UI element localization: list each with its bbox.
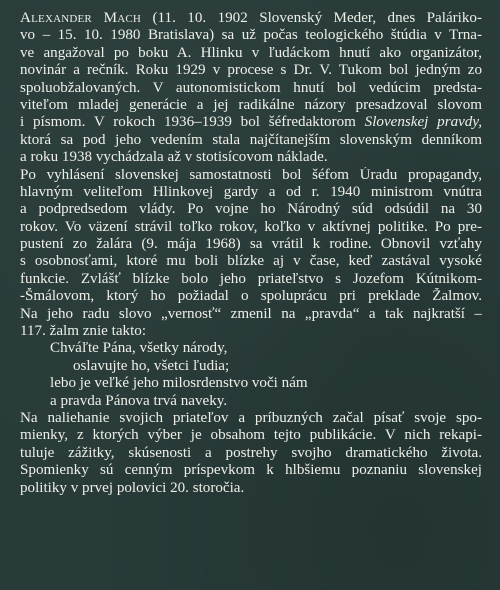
psalm-line: lebo je veľké jeho milosrdenstvo voči nám [50,375,308,392]
text-line: a roku 1938 vychádzala až v stotisícovom náklade. [20,149,328,166]
text-line: spoluobžalovaných. V autonomistickom hnutí bol vedúcim predsta- [20,79,482,96]
text-line: vo – 15. 10. 1980 Bratislava) sa už počas teologického štúdia v Trna- [20,27,482,44]
text-line: s osobnosťami, ktoré mu boli blízke aj v čase, keď zastával vysoké [20,253,482,270]
text-line: pustení zo žalára (9. mája 1968) sa vrátil k rodine. Obnovil vzťahy [20,236,482,253]
psalm-117-quote [20,340,482,410]
psalm-line: Chváľte Pána, všetky národy, [50,340,228,357]
text-line: politiky v prvej polovici 20. storočia. [20,479,245,496]
author-name: Alexander Mach [20,10,142,26]
paragraph-career [20,167,482,341]
text-line: hlavným veliteľom Hlinkovej gardy a od r. 1940 ministrom vnútra [20,183,482,200]
text-line: Na jeho radu slovo „vernosť“ zmenil na „pravda“ a tak najkratší – [20,305,482,322]
text-line: Na naliehanie svojich priateľov a príbuzných začal písať svoje spo- [20,409,482,426]
text-line: Po vyhlásení slovenskej samostatnosti bol šéfom Úradu propagandy, [20,166,482,183]
text-line: tuluje zážitky, skúsenosti a postrehy svojho dramatického života. [20,444,482,461]
paragraph-intro [20,10,482,167]
text-line: i písmom. V rokoch 1936–1939 bol šéfredaktorom Slovenskej pravdy, [20,114,482,131]
text-line: Spomienky sú cenným príspevkom k hlbšiemu poznaniu slovenskej [20,462,482,479]
text-line: -Šmálovom, ktorý ho požiadal o spoluprácu pri preklade Žalmov. [20,288,482,305]
text-line: funkcie. Zvlášť blízke bolo jeho priateľstvo s Jozefom Kútnikom- [20,270,482,287]
newspaper-title: Slovenskej pravdy, [364,114,482,131]
text-line: ve angažoval po boku A. Hlinku v ľudáckom hnutí ako organizátor, [20,44,482,61]
text-line: novinár a rečník. Roku 1929 v procese s Dr. V. Tukom bol jedným zo [20,62,482,79]
text-line: 117. žalm znie takto: [20,323,147,340]
text-line: Alexander Mach (11. 10. 1902 Slovenský Meder, dnes Paláriko- [20,10,482,26]
text-line: mienky, z ktorých výber je obsahom tejto publikácie. V nich rekapi- [20,427,482,444]
text-line: viteľom mladej generácie a jej radikálne názory presadzoval slovom [20,96,482,113]
paragraph-memoirs [20,410,482,497]
text-line: rokov. Vo väzení strávil toľko rokov, koľko v aktívnej politike. Po pre- [20,218,482,235]
text-line: ktorá sa pod jeho vedením stala najčítanejším slovenským denníkom [20,131,482,148]
psalm-line: a pravda Pánova trvá naveky. [50,392,228,409]
text-line: a podpredsedom vlády. Po vojne ho Národný súd odsúdil na 30 [20,201,482,218]
psalm-line: oslavujte ho, všetci ľudia; [73,357,230,374]
